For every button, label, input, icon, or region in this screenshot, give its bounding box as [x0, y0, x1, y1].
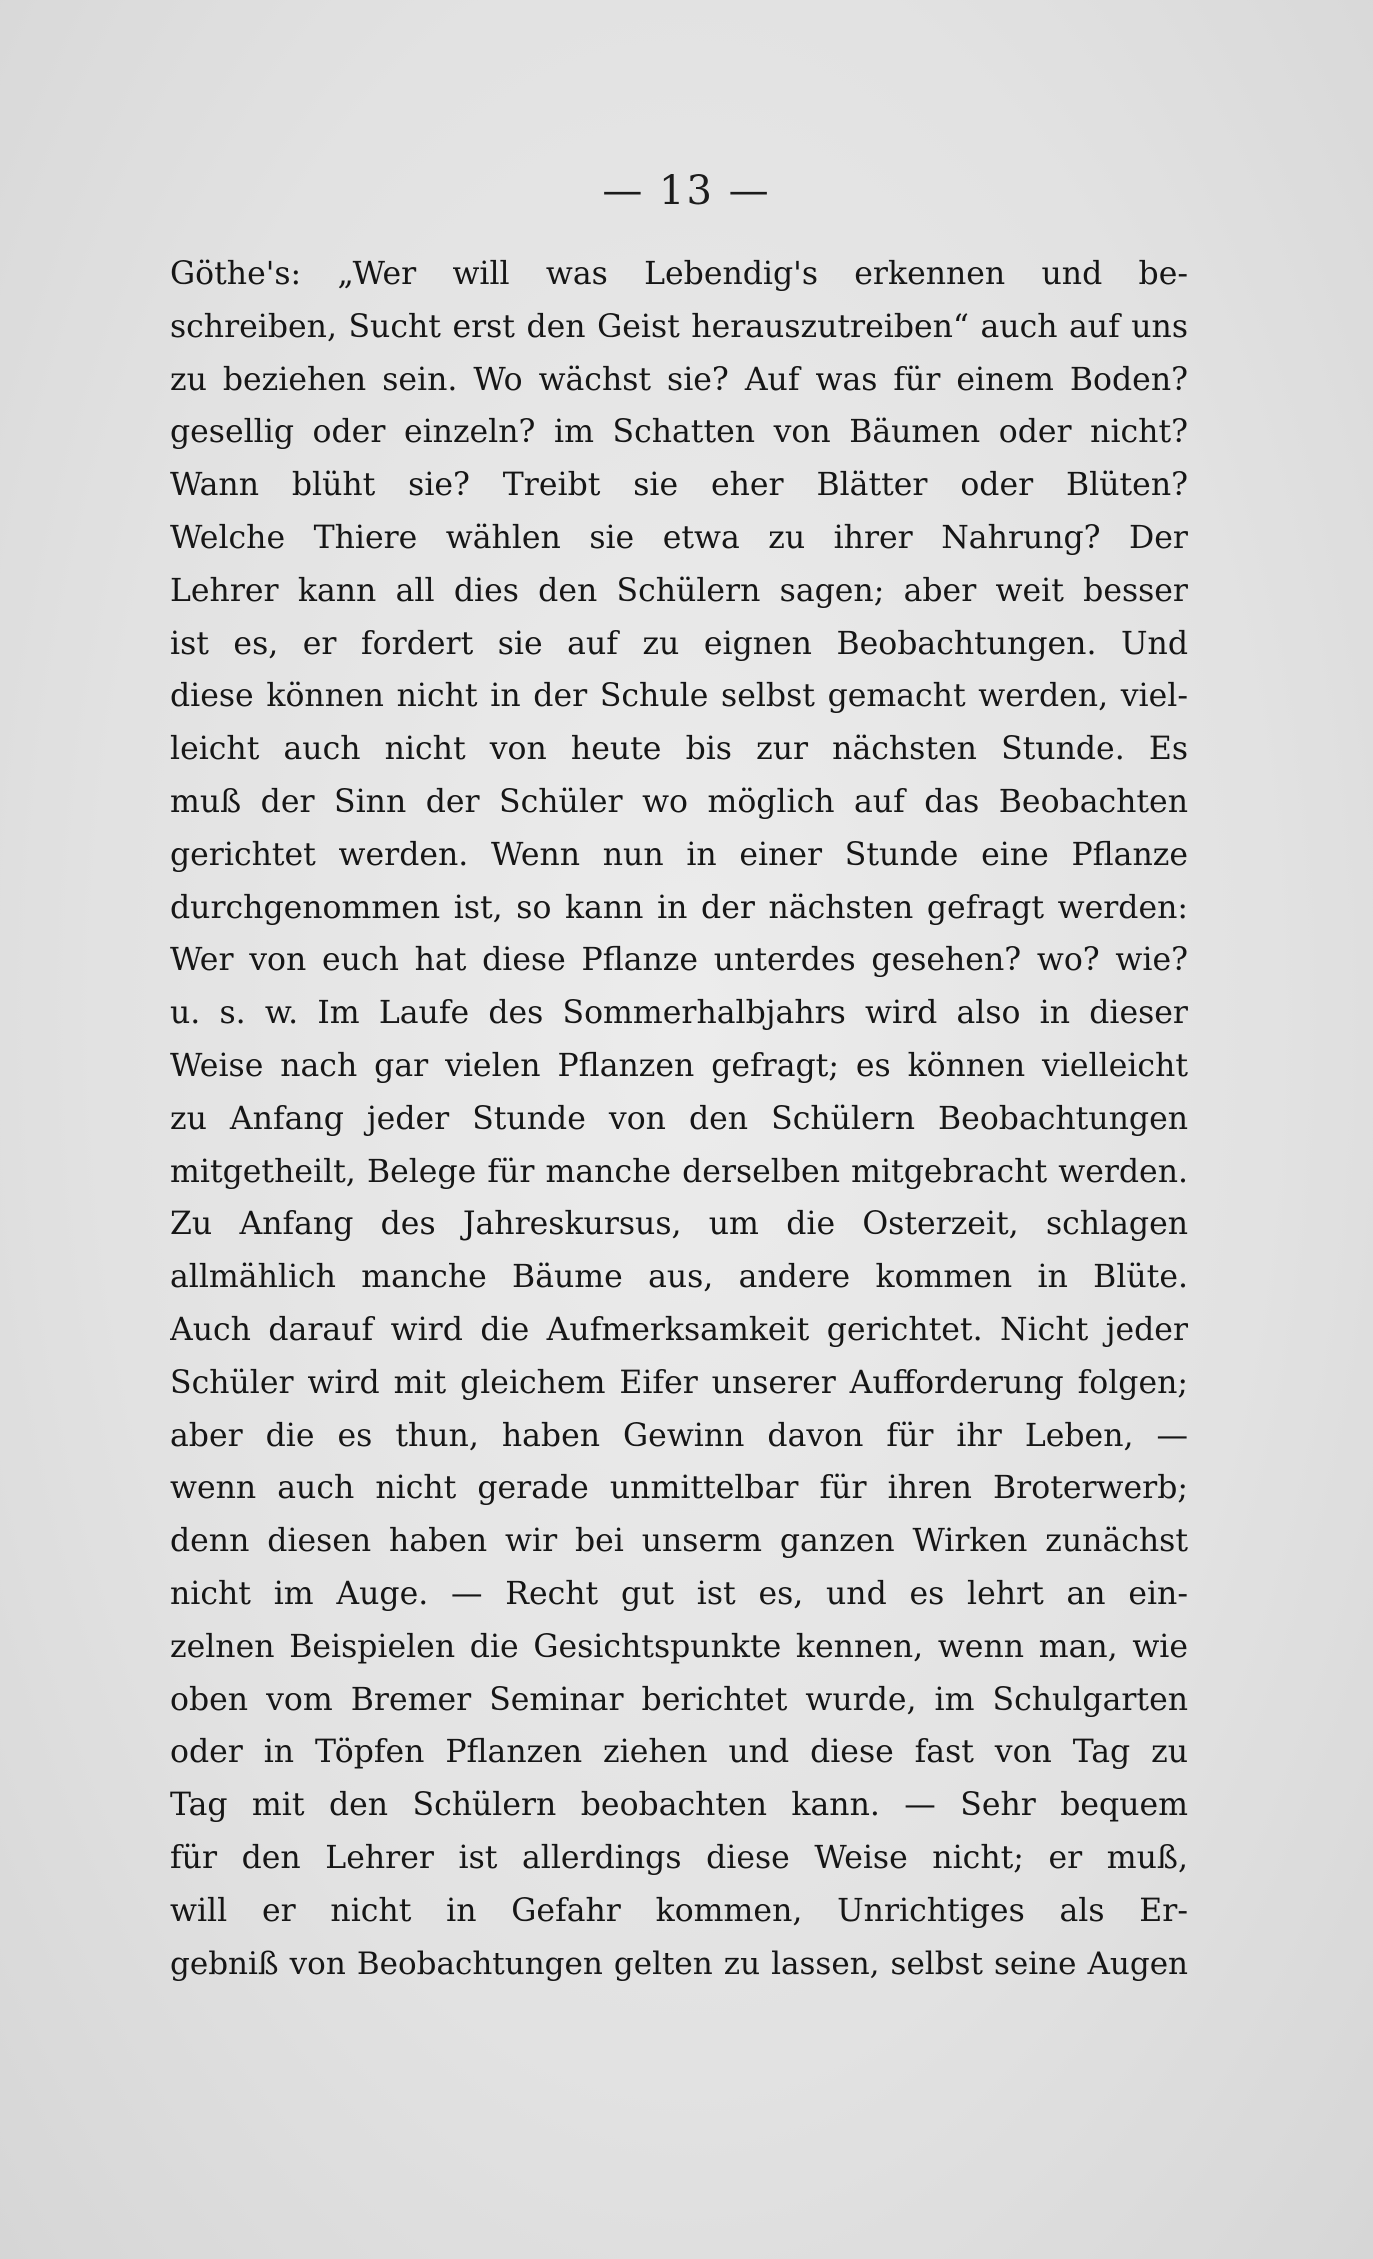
text-line: wenn auch nicht gerade unmittelbar für ihren Broterwerb; — [170, 1470, 1188, 1507]
text-line: Schüler wird mit gleichem Eifer unserer Aufforderung folgen; — [170, 1364, 1188, 1401]
text-line: zelnen Beispielen die Gesichtspunkte kennen, wenn man, wie — [170, 1628, 1188, 1665]
text-line: gebniß von Beobachtungen gelten zu lassen, selbst seine Augen — [170, 1945, 1188, 1982]
text-line: ist es, er fordert sie auf zu eignen Beobachtungen. Und — [170, 625, 1188, 662]
text-line: gesellig oder einzeln? im Schatten von Bäumen oder nicht? — [170, 414, 1188, 451]
text-line: denn diesen haben wir bei unserm ganzen Wirken zunächst — [170, 1523, 1188, 1560]
text-line: mitgetheilt, Belege für manche derselben mitgebracht werden. — [170, 1153, 1188, 1190]
text-line: aber die es thun, haben Gewinn davon für ihr Leben, — — [170, 1417, 1188, 1454]
text-line: leicht auch nicht von heute bis zur nächsten Stunde. Es — [170, 731, 1188, 768]
text-line: zu Anfang jeder Stunde von den Schülern Beobachtungen — [170, 1100, 1188, 1137]
text-line: will er nicht in Gefahr kommen, Unrichtiges als Er- — [170, 1892, 1188, 1929]
text-line: u. s. w. Im Laufe des Sommerhalbjahrs wird also in dieser — [170, 995, 1188, 1032]
text-line: Weise nach gar vielen Pflanzen gefragt; es können vielleicht — [170, 1047, 1188, 1084]
text-line: Welche Thiere wählen sie etwa zu ihrer Nahrung? Der — [170, 519, 1188, 556]
text-line: Lehrer kann all dies den Schülern sagen; aber weit besser — [170, 572, 1188, 609]
text-line: allmählich manche Bäume aus, andere kommen in Blüte. — [170, 1259, 1188, 1296]
text-line: nicht im Auge. — Recht gut ist es, und es lehrt an ein- — [170, 1575, 1188, 1612]
text-line: für den Lehrer ist allerdings diese Weise nicht; er muß, — [170, 1839, 1188, 1876]
text-line: zu beziehen sein. Wo wächst sie? Auf was für einem Boden? — [170, 361, 1188, 398]
text-line: oben vom Bremer Seminar berichtet wurde, im Schulgarten — [170, 1681, 1188, 1718]
text-line: Wann blüht sie? Treibt sie eher Blätter oder Blüten? — [170, 467, 1188, 504]
text-line: Auch darauf wird die Aufmerksamkeit gerichtet. Nicht jeder — [170, 1311, 1188, 1348]
body-text — [170, 248, 1188, 1990]
text-line: Tag mit den Schülern beobachten kann. — Sehr bequem — [170, 1787, 1188, 1824]
text-line: schreiben, Sucht erst den Geist herauszutreiben“ auch auf uns — [170, 308, 1188, 345]
text-line: oder in Töpfen Pflanzen ziehen und diese fast von Tag zu — [170, 1734, 1188, 1771]
text-line: gerichtet werden. Wenn nun in einer Stunde eine Pflanze — [170, 836, 1188, 873]
text-line: muß der Sinn der Schüler wo möglich auf das Beobachten — [170, 783, 1188, 820]
text-line: Göthe's: „Wer will was Lebendig's erkennen und be- — [170, 256, 1188, 292]
text-line: Zu Anfang des Jahreskursus, um die Osterzeit, schlagen — [170, 1206, 1188, 1243]
text-line: durchgenommen ist, so kann in der nächsten gefragt werden: — [170, 889, 1188, 926]
text-line: diese können nicht in der Schule selbst gemacht werden, viel- — [170, 678, 1188, 715]
text-line: Wer von euch hat diese Pflanze unterdes gesehen? wo? wie? — [170, 942, 1188, 979]
page-number: — 13 — — [602, 168, 771, 214]
